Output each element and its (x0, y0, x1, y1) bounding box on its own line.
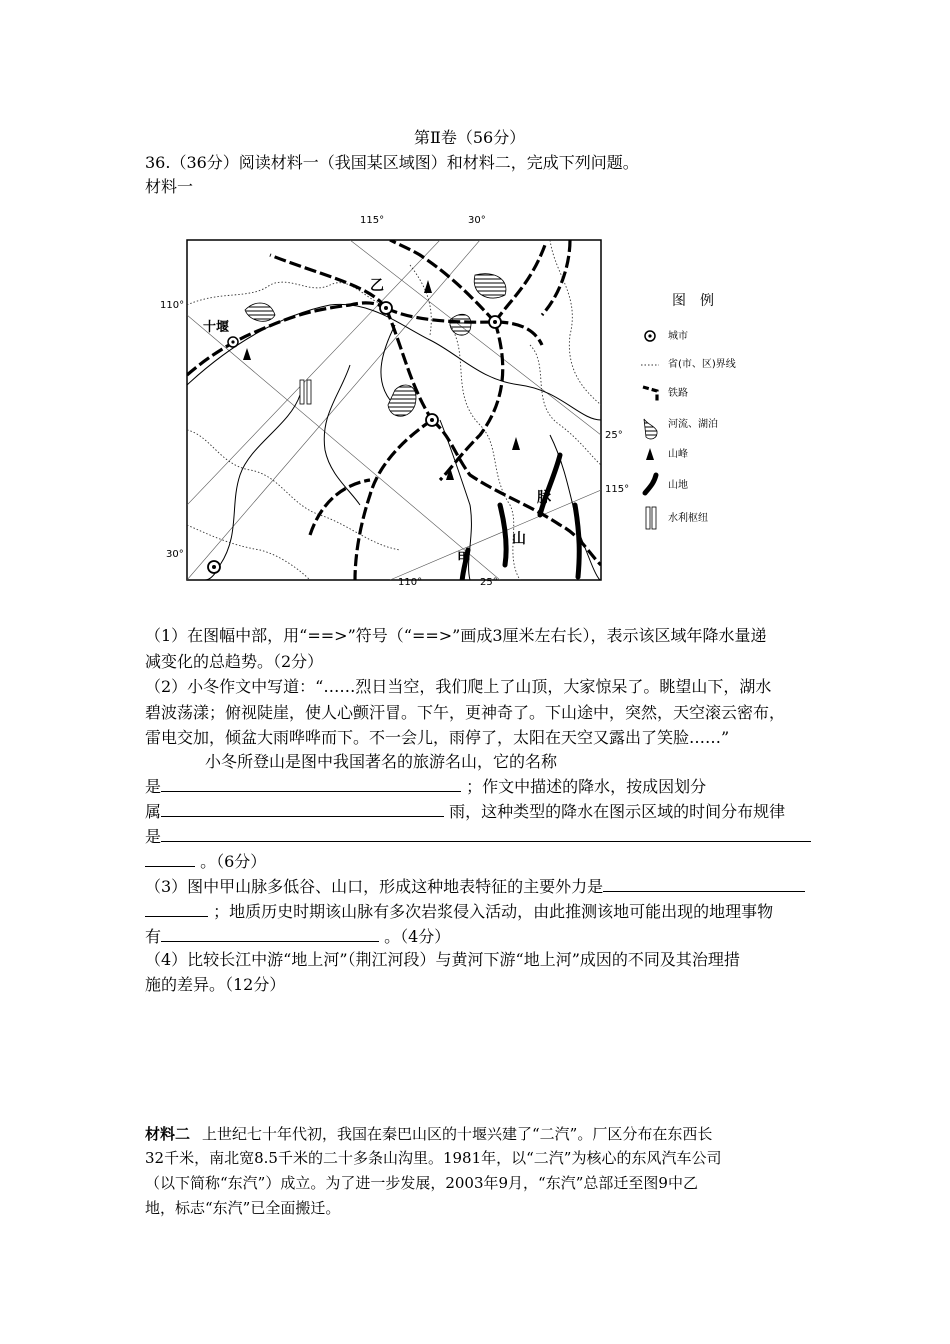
label-shiyan: 十堰 (203, 320, 230, 335)
q4-line1: （4）比较长江中游“地上河”（荆江河段）与黄河下游“地上河”成因的不同及其治理措 (145, 950, 740, 969)
legend-dam: 水利枢纽 (668, 513, 708, 524)
legend-dam-icon (646, 507, 650, 529)
q2-line7 (145, 826, 811, 847)
label-yi: 乙 (370, 278, 384, 294)
q2-line7-prefix: 是 (145, 827, 162, 846)
legend-railway: 铁路 (668, 388, 688, 399)
answer-blank-external-force-cont[interactable] (145, 901, 208, 917)
q3-line3 (145, 926, 450, 947)
material2-text1: 上世纪七十年代初，我国在秦巴山区的十堰兴建了“二汽”。厂区分布在东西长 (202, 1125, 713, 1143)
legend-peak: 山峰 (668, 449, 688, 460)
material2-line1 (145, 1124, 712, 1144)
q1-line2: 减变化的总趋势。（2分） (145, 652, 324, 671)
q2-line6-prefix: 属 (145, 802, 162, 821)
coord-top-30: 30° (468, 215, 486, 226)
section-title: 第Ⅱ卷（56分） (414, 128, 526, 147)
material1-label: 材料一 (145, 177, 194, 196)
city-center (426, 414, 438, 426)
question-intro: 36.（36分）阅读材料一（我国某区域图）和材料二，完成下列问题。 (145, 153, 639, 172)
q3-line1 (145, 876, 805, 897)
cities (208, 302, 501, 573)
q2-line4: 小冬所登山是图中我国著名的旅游名山，它的名称 (205, 752, 558, 771)
q3-line2-suffix: ；地质历史时期该山脉有多次岩浆侵入活动，由此推测该地可能出现的地理事物 (213, 902, 774, 921)
mountain-ranges (462, 455, 579, 583)
dam-symbol (300, 380, 311, 404)
city-sw (208, 561, 220, 573)
coord-top-115: 115° (360, 215, 385, 226)
city-yi (380, 302, 392, 314)
label-shan: 山 (512, 531, 526, 547)
city-shiyan (228, 337, 238, 347)
q2-line8 (145, 851, 266, 872)
q3-line1-text: （3）图中甲山脉多低谷、山口，形成这种地表特征的主要外力是 (145, 877, 604, 896)
legend-boundary: 省(市、区)界线 (668, 359, 736, 370)
coord-left-110: 110° (160, 300, 185, 311)
material2-line3: （以下简称“东汽”）成立。为了进一步发展，2003年9月，“东汽”总部迁至图9中乙 (145, 1174, 698, 1192)
coord-bottom-110: 110° (398, 577, 423, 588)
answer-blank-external-force[interactable] (603, 876, 805, 892)
region-map (150, 205, 750, 605)
q2-line3: 雷电交加，倾盆大雨哗哗而下。不一会儿，雨停了，太阳在天空又露出了笑脸……” (145, 728, 730, 747)
legend-lake-icon (644, 419, 657, 439)
city-ne (489, 316, 501, 328)
legend-city: 城市 (668, 331, 688, 342)
q3-line3-prefix: 有 (145, 927, 162, 946)
material2-line2: 32千米，南北宽8.5千米的二十多条山沟里。1981年，以“二汽”为核心的东风汽车公司 (145, 1149, 722, 1167)
q4-line2: 施的差异。（12分） (145, 975, 286, 994)
coord-right-115: 115° (605, 484, 630, 495)
label-mai: 脉 (537, 490, 551, 506)
q2-line8-suffix: 。（6分） (200, 852, 267, 871)
label-jia: 甲 (457, 551, 471, 567)
q2-line6 (145, 801, 785, 822)
q2-line1: （2）小冬作文中写道：“……烈日当空，我们爬上了山顶，大家惊呆了。眺望山下，湖水 (145, 677, 772, 696)
q2-line6-suffix: 雨，这种类型的降水在图示区域的时间分布规律 (449, 802, 786, 821)
coord-bottom-25: 25° (480, 577, 498, 588)
legend-lake: 河流、湖泊 (668, 419, 718, 430)
q2-line5 (145, 776, 706, 797)
answer-blank-rain-type[interactable] (161, 801, 444, 817)
answer-blank-geo-feature[interactable] (161, 926, 379, 942)
answer-blank-mountain-name[interactable] (161, 776, 461, 792)
legend-mountain: 山地 (668, 480, 688, 491)
q3-line3-suffix: 。（4分） (384, 927, 451, 946)
map-legend (641, 293, 736, 529)
material2-label: 材料二 (145, 1125, 191, 1143)
q1-line1: （1）在图幅中部，用“==>”符号（“==>”画成3厘米左右长），表示该区域年降水量递 (145, 626, 767, 645)
coord-right-25: 25° (605, 430, 623, 441)
legend-title: 图 例 (672, 293, 714, 309)
q3-line2 (145, 901, 773, 922)
coord-left-30: 30° (166, 549, 184, 560)
material2-line4: 地，标志“东汽”已全面搬迁。 (145, 1199, 341, 1217)
answer-blank-rain-pattern-cont[interactable] (145, 851, 195, 867)
q2-line2: 碧波荡漾；俯视陡崖，使人心颤汗冒。下午，更神奇了。下山途中，突然，天空滚云密布， (145, 703, 786, 722)
rivers (187, 304, 601, 580)
legend-mountain-icon (645, 475, 656, 493)
q2-line5-prefix: 是 (145, 777, 162, 796)
legend-peak-icon (646, 448, 654, 460)
legend-railway-icon (643, 387, 657, 401)
q2-line5-suffix: ；作文中描述的降水，按成因划分 (466, 777, 707, 796)
answer-blank-rain-pattern[interactable] (161, 826, 811, 842)
